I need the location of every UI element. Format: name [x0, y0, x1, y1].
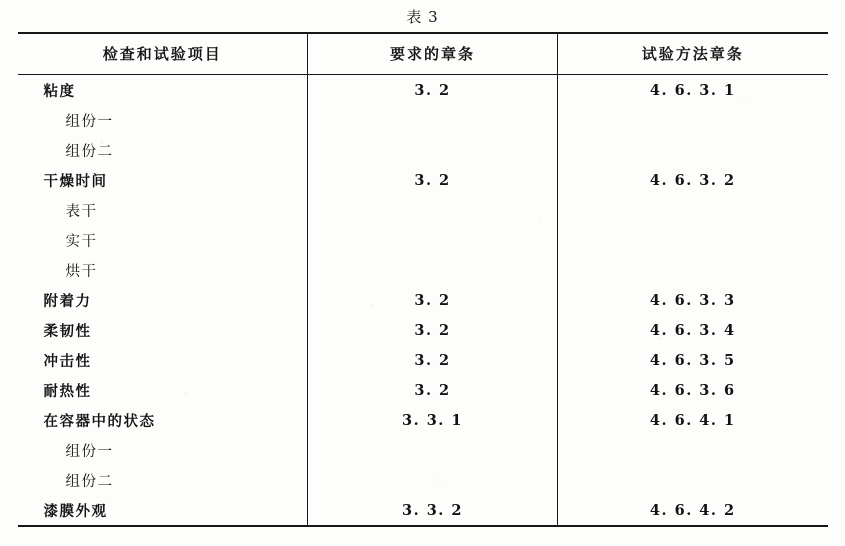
cell-item: 组份二	[65, 143, 114, 160]
cell-item: 漆膜外观	[43, 502, 108, 520]
cell-item: 烘干	[65, 263, 98, 280]
cell-requirement-clause: 3. 2	[308, 375, 558, 405]
cell-requirement-clause	[308, 135, 558, 165]
cell-test-method-clause	[558, 135, 828, 165]
table-row	[18, 75, 828, 106]
cell-item: 柔韧性	[43, 322, 92, 340]
table-row	[18, 435, 828, 465]
table-row	[18, 255, 828, 285]
cell-requirement-clause	[308, 105, 558, 135]
table-body	[18, 75, 828, 527]
cell-test-method-clause	[558, 465, 828, 495]
cell-requirement-clause	[308, 465, 558, 495]
table-row	[18, 465, 828, 495]
cell-item: 冲击性	[43, 352, 92, 370]
cell-requirement-clause: 3. 2	[308, 285, 558, 315]
cell-test-method-clause: 4. 6. 3. 6	[558, 375, 828, 405]
column-header-requirement: 要求的章条	[308, 33, 558, 75]
cell-requirement-clause	[308, 255, 558, 285]
table-row	[18, 375, 828, 405]
cell-item: 耐热性	[43, 382, 92, 400]
cell-item: 表干	[65, 203, 98, 220]
table-row	[18, 345, 828, 375]
table-row	[18, 315, 828, 345]
cell-test-method-clause: 4. 6. 4. 2	[558, 495, 828, 526]
table-row	[18, 285, 828, 315]
cell-item: 组份二	[65, 473, 114, 490]
table-row	[18, 195, 828, 225]
cell-test-method-clause: 4. 6. 4. 1	[558, 405, 828, 435]
cell-test-method-clause	[558, 105, 828, 135]
table-row	[18, 495, 828, 526]
cell-item: 在容器中的状态	[43, 412, 156, 430]
cell-requirement-clause: 3. 2	[308, 345, 558, 375]
cell-test-method-clause: 4. 6. 3. 2	[558, 165, 828, 195]
cell-requirement-clause	[308, 225, 558, 255]
table-caption: 表 3	[406, 8, 439, 26]
cell-item: 附着力	[43, 292, 92, 310]
table-row	[18, 105, 828, 135]
column-header-item: 检查和试验项目	[102, 45, 222, 63]
cell-test-method-clause: 4. 6. 3. 5	[558, 345, 828, 375]
cell-test-method-clause: 4. 6. 3. 1	[558, 75, 828, 106]
table-header-row	[18, 33, 828, 75]
table-row	[18, 135, 828, 165]
column-header-method: 试验方法章条	[558, 33, 828, 75]
inspection-test-table	[18, 32, 828, 527]
cell-requirement-clause: 3. 2	[308, 315, 558, 345]
cell-item: 干燥时间	[43, 172, 108, 190]
cell-requirement-clause: 3. 3. 2	[308, 495, 558, 526]
cell-requirement-clause: 3. 3. 1	[308, 405, 558, 435]
cell-item: 组份一	[65, 113, 114, 130]
cell-requirement-clause: 3. 2	[308, 165, 558, 195]
cell-test-method-clause	[558, 255, 828, 285]
table-row	[18, 225, 828, 255]
cell-test-method-clause	[558, 195, 828, 225]
cell-item: 组份一	[65, 443, 114, 460]
cell-test-method-clause	[558, 225, 828, 255]
cell-test-method-clause: 4. 6. 3. 3	[558, 285, 828, 315]
cell-test-method-clause	[558, 435, 828, 465]
cell-test-method-clause: 4. 6. 3. 4	[558, 315, 828, 345]
cell-requirement-clause: 3. 2	[308, 75, 558, 106]
cell-item: 实干	[65, 233, 98, 250]
cell-requirement-clause	[308, 195, 558, 225]
cell-requirement-clause	[308, 435, 558, 465]
table-row	[18, 165, 828, 195]
table-row	[18, 405, 828, 435]
table-header	[18, 33, 828, 75]
cell-item: 粘度	[43, 82, 76, 100]
